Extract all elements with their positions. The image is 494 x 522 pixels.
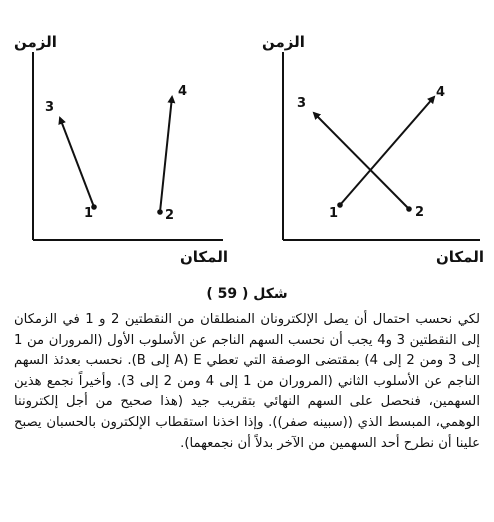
left-x-axis-label: المكان (180, 248, 228, 266)
left-panel-axes (33, 52, 223, 240)
right-y-axis-label: الزمن (262, 33, 305, 51)
paragraph: لكي نحسب احتمال أن يصل الإلكترونان المنطلقان من النقطتين 2 و 1 في الزمكان إلى النقطتين 3 و4 يجب أن نحسب السهم الناجم عن الأسلوب الأول (المروران من 1 إلى 3 ومن 2 إلى 4) بمقتضى الوصفة التي تعطي E (A إلى B). نحسب بعدئذ السهم الناجم عن الأسلوب الثاني (المروران من 1 إلى 4 ومن 2 إلى 3). وأخيراً نجمع هذين السهمين، فنحصل على السهم النهائي بتقريب جيد (هذا صحيح من أجل إلكتروننا الوهمي، المبسط الذي ((سبينه صفر)). وإذا اخذنا استقطاب الإلكترون بالحسبان يصبح علينا أن نطرح أحد السهمين من الآخر بدلاً أن نجمعهما). (14, 312, 480, 451)
right-x-axis-label: المكان (436, 248, 484, 266)
left-line-2-to-4 (160, 97, 172, 212)
right-label-2: 2 (415, 205, 425, 220)
left-label-3: 3 (45, 100, 55, 115)
right-label-3: 3 (297, 96, 307, 111)
left-label-1: 1 (84, 206, 94, 221)
right-line-1-to-4 (340, 97, 434, 205)
figure-caption: شكل ( 59 ) (206, 286, 288, 302)
left-label-4: 4 (178, 84, 188, 99)
left-y-axis-label: الزمن (14, 33, 57, 51)
left-panel-worldlines (60, 97, 172, 215)
right-label-1: 1 (329, 206, 339, 221)
body-text (14, 310, 480, 454)
right-label-4: 4 (436, 85, 446, 100)
left-line-1-to-3 (60, 118, 94, 207)
right-line-2-to-3 (314, 113, 409, 209)
right-panel-axes (283, 52, 480, 240)
left-label-2: 2 (165, 208, 175, 223)
right-point-2 (406, 206, 412, 212)
left-point-2 (157, 209, 163, 215)
right-panel-worldlines (314, 97, 434, 212)
